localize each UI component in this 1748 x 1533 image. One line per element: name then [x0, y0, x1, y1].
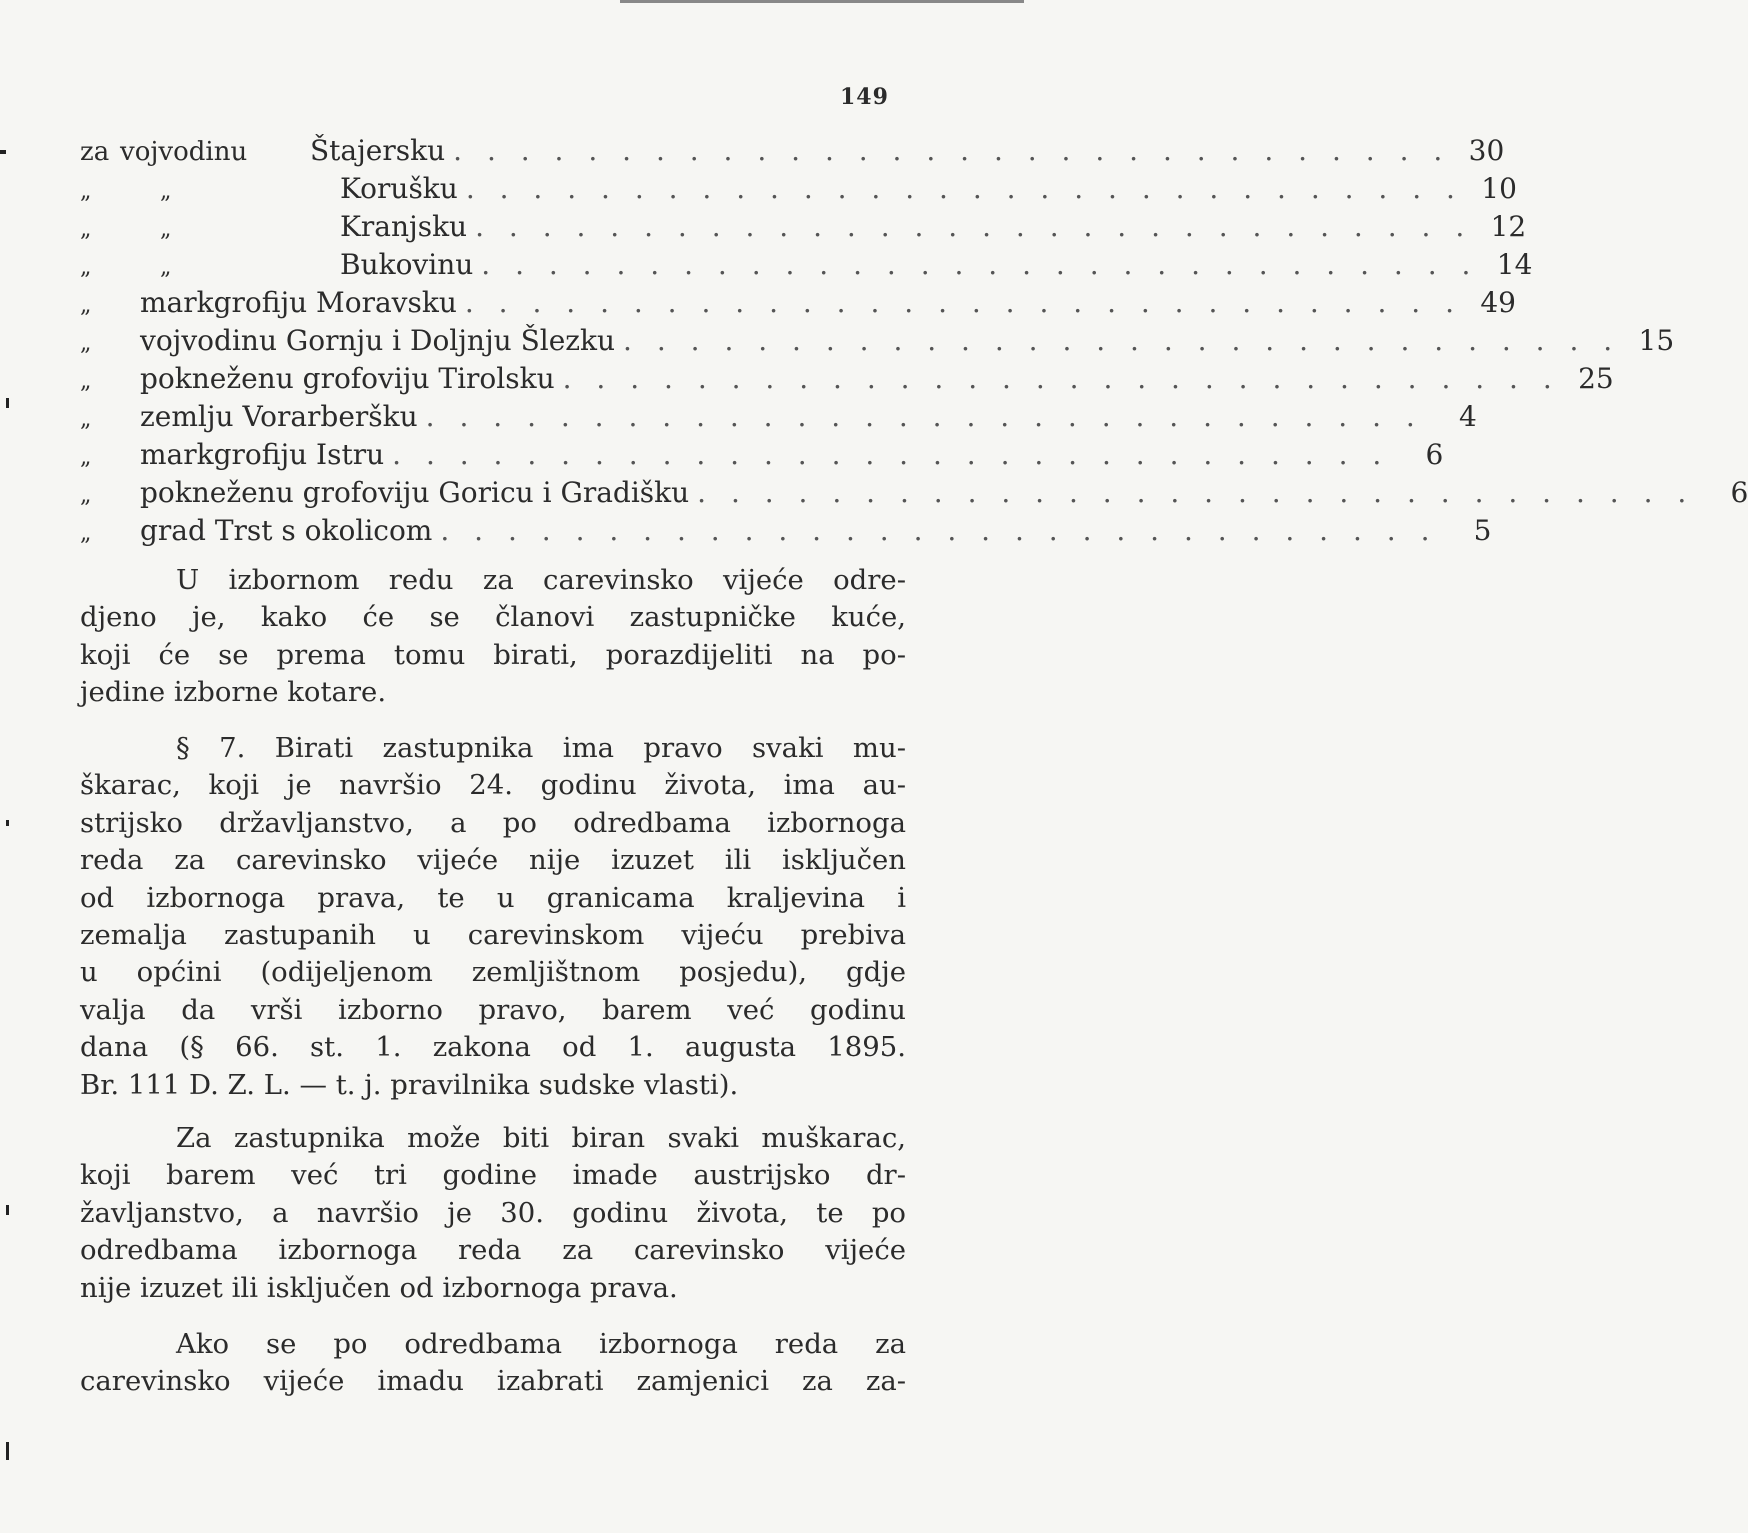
text-line: valja da vrši izborno pravo, barem već godinu	[80, 993, 906, 1026]
seat-allocation-row	[80, 170, 1517, 208]
ditto-mark: „	[80, 293, 92, 318]
seat-allocation-row	[80, 208, 1527, 246]
ditto-mark: „	[80, 445, 92, 470]
seat-allocation-region: markgrofiju Istru	[140, 438, 385, 471]
seat-count: 10	[1481, 172, 1517, 205]
seat-allocation-row	[80, 398, 1477, 436]
text-line: carevinsko vijeće imadu izabrati zamjenici za za-	[80, 1365, 906, 1398]
leader-dots: . . . . . . . . . . . . . . . . . . . . . . . . . . . . . .	[465, 172, 1463, 205]
text-line: od izbornoga prava, te u granicama kraljevina i	[80, 881, 906, 914]
ditto-mark: za	[80, 137, 110, 167]
ditto-mark: „	[160, 255, 172, 280]
leader-dots: . . . . . . . . . . . . . . . . . . . . . . . . . . . . . .	[623, 324, 1621, 357]
seat-count: 6	[1425, 438, 1444, 471]
ditto-mark: „	[80, 483, 92, 508]
leader-dots: . . . . . . . . . . . . . . . . . . . . . . . . . . . . . .	[392, 438, 1390, 471]
ditto-mark: „	[80, 407, 92, 432]
leader-dots: . . . . . . . . . . . . . . . . . . . . . . . . . . . . . .	[481, 248, 1479, 281]
seat-allocation-region: Korušku	[340, 172, 458, 205]
seat-allocation-region: grad Trst s okolicom	[140, 514, 433, 547]
text-line: Ako se po odredbama izbornoga reda za	[176, 1328, 906, 1360]
text-line: odredbama izbornoga reda za carevinsko vijeće	[80, 1234, 906, 1267]
margin-mark	[6, 398, 9, 408]
ditto-mark: „	[80, 521, 92, 546]
paragraph-electoral-districts	[80, 562, 906, 712]
leader-dots: . . . . . . . . . . . . . . . . . . . . . . . . . . . . . .	[697, 476, 1695, 509]
margin-mark	[6, 1205, 9, 1215]
text-line: Za zastupnika može biti biran svaki muškarac,	[176, 1122, 906, 1154]
ditto-mark: „	[80, 217, 92, 242]
ditto-mark: „	[80, 331, 92, 356]
seat-count: 30	[1468, 134, 1505, 167]
seat-allocation-region: pokneženu grofoviju Goricu i Gradišku	[140, 476, 690, 509]
text-line: zemalja zastupanih u carevinskom vijeću prebiva	[80, 919, 906, 952]
page-edge-shadow	[620, 0, 1024, 3]
leader-dots: . . . . . . . . . . . . . . . . . . . . . . . . . . . . . .	[425, 400, 1423, 433]
seat-allocation-region: zemlju Vorarberšku	[140, 400, 418, 433]
ditto-mark: „	[160, 217, 172, 242]
seat-allocation-region: vojvodinu Gornju i Doljnju Šlezku	[140, 324, 616, 357]
seat-count: 6	[1730, 476, 1748, 509]
seat-allocation-region: pokneženu grofoviju Tirolsku	[140, 362, 555, 395]
text-line: reda za carevinsko vijeće nije izuzet ili isključen	[80, 844, 906, 877]
leader-dots: . . . . . . . . . . . . . . . . . . . . . . . . . . . . . .	[464, 286, 1462, 319]
seat-allocation-row	[80, 284, 1516, 322]
text-line: koji će se prema tomu birati, porazdijeliti na po-	[80, 638, 906, 671]
margin-mark	[0, 150, 6, 154]
text-line: djeno je, kako će se članovi zastupničke kuće,	[80, 601, 906, 634]
seat-count: 4	[1458, 400, 1477, 433]
seat-count: 25	[1578, 362, 1614, 395]
seat-count: 49	[1480, 286, 1516, 319]
seat-allocation-row	[80, 322, 1675, 360]
paragraph-section-7-voting-right	[80, 730, 906, 1104]
margin-mark	[6, 820, 9, 826]
ditto-mark: „	[80, 369, 92, 394]
paragraph-eligibility	[80, 1120, 906, 1307]
seat-allocation-region: markgrofiju Moravsku	[140, 286, 457, 319]
text-line: koji barem već tri godine imade austrijsko dr-	[80, 1159, 906, 1192]
seat-count: 5	[1473, 514, 1492, 547]
seat-allocation-region: Kranjsku	[340, 210, 468, 243]
seat-allocation-list	[80, 132, 1748, 550]
seat-allocation-row	[80, 474, 1748, 512]
ditto-mark: „	[80, 255, 92, 280]
seat-count: 14	[1496, 248, 1533, 281]
page-number: 149	[840, 84, 889, 110]
text-line: u općini (odijeljenom zemljištnom posjedu), gdje	[80, 956, 906, 989]
seat-allocation-region: Štajersku	[310, 134, 446, 167]
leader-dots: . . . . . . . . . . . . . . . . . . . . . . . . . . . . . .	[440, 514, 1438, 547]
leader-dots: . . . . . . . . . . . . . . . . . . . . . . . . . . . . . .	[453, 134, 1451, 167]
text-line: § 7. Birati zastupnika ima pravo svaki mu-	[176, 732, 906, 764]
paragraph-substitutes	[80, 1326, 906, 1401]
margin-mark	[6, 1442, 9, 1460]
text-line: škarac, koji je navršio 24. godinu života, ima au-	[80, 769, 906, 802]
text-line: U izbornom redu za carevinsko vijeće odre-	[176, 564, 906, 596]
text-line: jedine izborne kotare.	[80, 676, 387, 709]
text-line: strijsko državljanstvo, a po odredbama izbornoga	[80, 806, 906, 839]
seat-allocation-row	[80, 436, 1444, 474]
text-line: dana (§ 66. st. 1. zakona od 1. augusta 1895.	[80, 1031, 906, 1064]
seat-allocation-region: Bukovinu	[340, 248, 474, 281]
seat-allocation-row	[80, 512, 1492, 550]
seat-allocation-row	[80, 360, 1614, 398]
ditto-mark: vojvodinu	[120, 137, 248, 167]
seat-count: 15	[1638, 324, 1675, 357]
ditto-mark: „	[160, 179, 172, 204]
text-line: nije izuzet ili isključen od izbornoga prava.	[80, 1271, 678, 1304]
seat-count: 12	[1490, 210, 1527, 243]
text-line: žavljanstvo, a navršio je 30. godinu života, te po	[80, 1196, 906, 1229]
seat-allocation-row	[80, 246, 1533, 284]
leader-dots: . . . . . . . . . . . . . . . . . . . . . . . . . . . . . .	[562, 362, 1560, 395]
text-line: Br. 111 D. Z. L. — t. j. pravilnika sudske vlasti).	[80, 1068, 739, 1101]
seat-allocation-row	[80, 132, 1505, 170]
ditto-mark: „	[80, 179, 92, 204]
leader-dots: . . . . . . . . . . . . . . . . . . . . . . . . . . . . . .	[475, 210, 1473, 243]
